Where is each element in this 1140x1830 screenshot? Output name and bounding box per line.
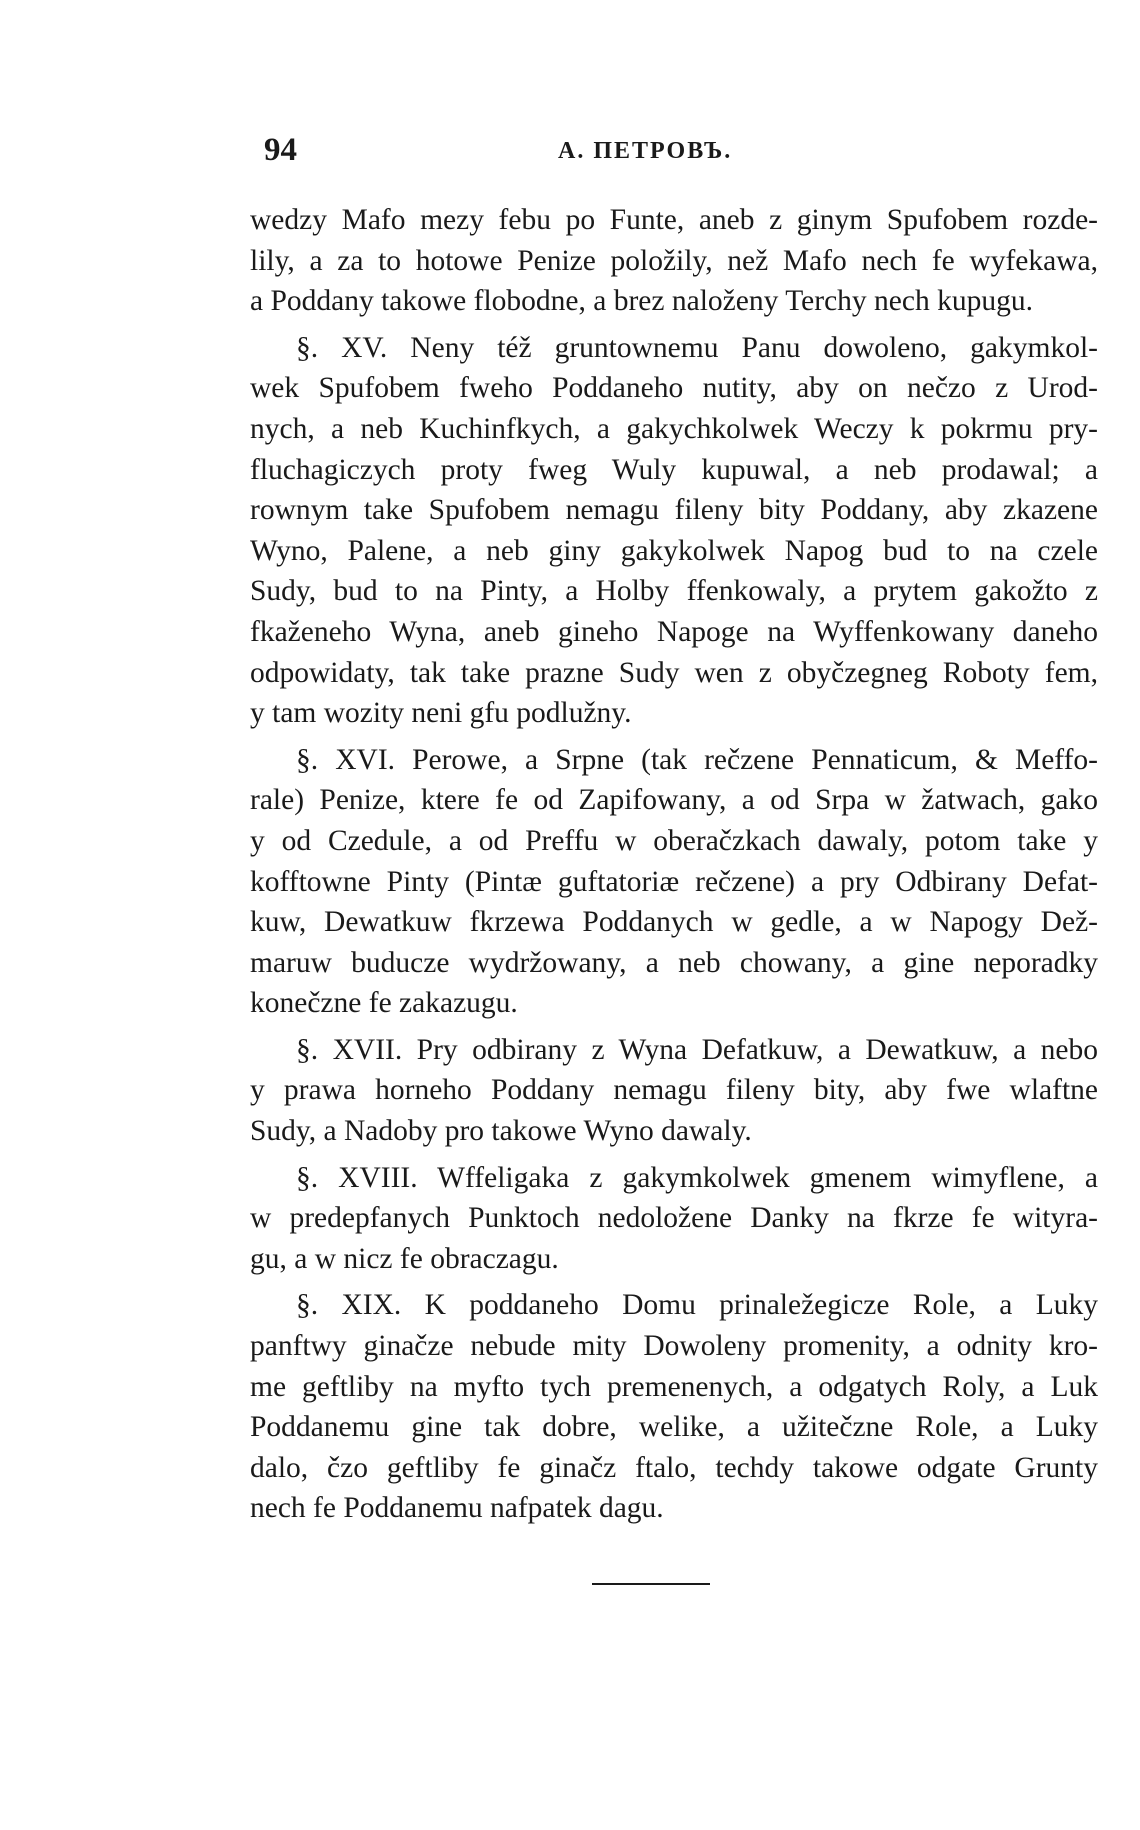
paragraph-section-xvi bbox=[250, 740, 1098, 1024]
text-line: §. XVIII. Wffeligaka z gakymkolwek gmenem wimyflene, a bbox=[296, 1161, 1098, 1194]
text-line: odpowidaty, tak take prazne Sudy wen z obyčzegneg Roboty fem, bbox=[250, 656, 1098, 689]
text-line: Poddanemu gine tak dobre, welike, a užitečzne Role, a Luky bbox=[250, 1411, 1098, 1444]
paragraph-section-xix bbox=[250, 1285, 1098, 1529]
text-line: y tam wozity neni gfu podlužny. bbox=[250, 697, 632, 730]
text-line: nech fe Poddanemu nafpatek dagu. bbox=[250, 1492, 664, 1525]
text-line: §. XV. Neny též gruntownemu Panu dowoleno, gakymkol- bbox=[296, 331, 1098, 364]
text-line: lily, a za to hotowe Penize položily, než Mafo nech fe wyfekawa, bbox=[250, 244, 1098, 277]
text-line: y od Czedule, a od Preffu w oberačzkach dawaly, potom take y bbox=[250, 824, 1098, 857]
text-line: panftwy ginačze nebude mity Dowoleny promenity, a odnity kro- bbox=[250, 1330, 1098, 1363]
paragraph-section-xv bbox=[250, 328, 1098, 734]
text-line: a Poddany takowe flobodne, a brez naloženy Terchy nech kupugu. bbox=[250, 285, 1033, 318]
text-line: §. XVI. Perowe, a Srpne (tak rečzene Pennaticum, & Meffo- bbox=[296, 743, 1098, 776]
text-line: Wyno, Palene, a neb giny gakykolwek Napog bud to na czele bbox=[250, 534, 1098, 567]
text-line: kuw, Dewatkuw fkrzewa Poddanych w gedle, a w Napogy Dež- bbox=[250, 906, 1098, 939]
text-line: rownym take Spufobem nemagu fileny bity Poddany, aby zkazene bbox=[250, 494, 1098, 527]
text-line: §. XIX. K poddaneho Domu prinaležegicze Role, a Luky bbox=[296, 1289, 1098, 1322]
text-line: kofftowne Pinty (Pintæ guftatoriæ rečzene) a pry Odbirany Defat- bbox=[250, 865, 1098, 898]
paragraph-section-xviii bbox=[250, 1158, 1098, 1280]
text-line: rale) Penize, ktere fe od Zapifowany, a od Srpa w žatwach, gako bbox=[250, 784, 1098, 817]
page-header bbox=[250, 132, 1105, 172]
end-divider bbox=[592, 1583, 710, 1585]
text-line: gu, a w nicz fe obraczagu. bbox=[250, 1242, 559, 1275]
text-line: maruw buducze wydržowany, a neb chowany, a gine neporadky bbox=[250, 946, 1098, 979]
paragraph bbox=[250, 200, 1098, 322]
text-line: fkaženeho Wyna, aneb gineho Napoge na Wyffenkowany daneho bbox=[250, 615, 1098, 648]
body-text bbox=[250, 200, 1098, 1535]
page-number: 94 bbox=[264, 132, 297, 168]
text-line: Sudy, bud to na Pinty, a Holby ffenkowaly, a prytem gakožto z bbox=[250, 575, 1098, 608]
text-line: wek Spufobem fweho Poddaneho nutity, aby on nečzo z Urod- bbox=[250, 372, 1098, 405]
running-head: А. ПЕТРОВЪ. bbox=[558, 138, 733, 164]
text-line: §. XVII. Pry odbirany z Wyna Defatkuw, a Dewatkuw, a nebo bbox=[296, 1033, 1098, 1066]
text-line: dalo, čzo geftliby fe ginačz ftalo, techdy takowe odgate Grunty bbox=[250, 1451, 1098, 1484]
text-line: Sudy, a Nadoby pro takowe Wyno dawaly. bbox=[250, 1115, 752, 1148]
text-line: w predepfanych Punktoch nedoložene Danky na fkrze fe wityra- bbox=[250, 1202, 1098, 1235]
text-line: wedzy Mafo mezy febu po Funte, aneb z ginym Spufobem rozde- bbox=[250, 204, 1098, 236]
text-line: me geftliby na myfto tych premenenych, a odgatych Roly, a Luk bbox=[250, 1370, 1098, 1403]
text-line: fluchagiczych proty fweg Wuly kupuwal, a neb prodawal; a bbox=[250, 453, 1098, 486]
text-line: nych, a neb Kuchinfkych, a gakychkolwek Weczy k pokrmu pry- bbox=[250, 412, 1098, 445]
text-line: y prawa horneho Poddany nemagu fileny bity, aby fwe wlaftne bbox=[250, 1074, 1098, 1107]
text-line: konečzne fe zakazugu. bbox=[250, 987, 518, 1020]
paragraph-section-xvii bbox=[250, 1030, 1098, 1152]
